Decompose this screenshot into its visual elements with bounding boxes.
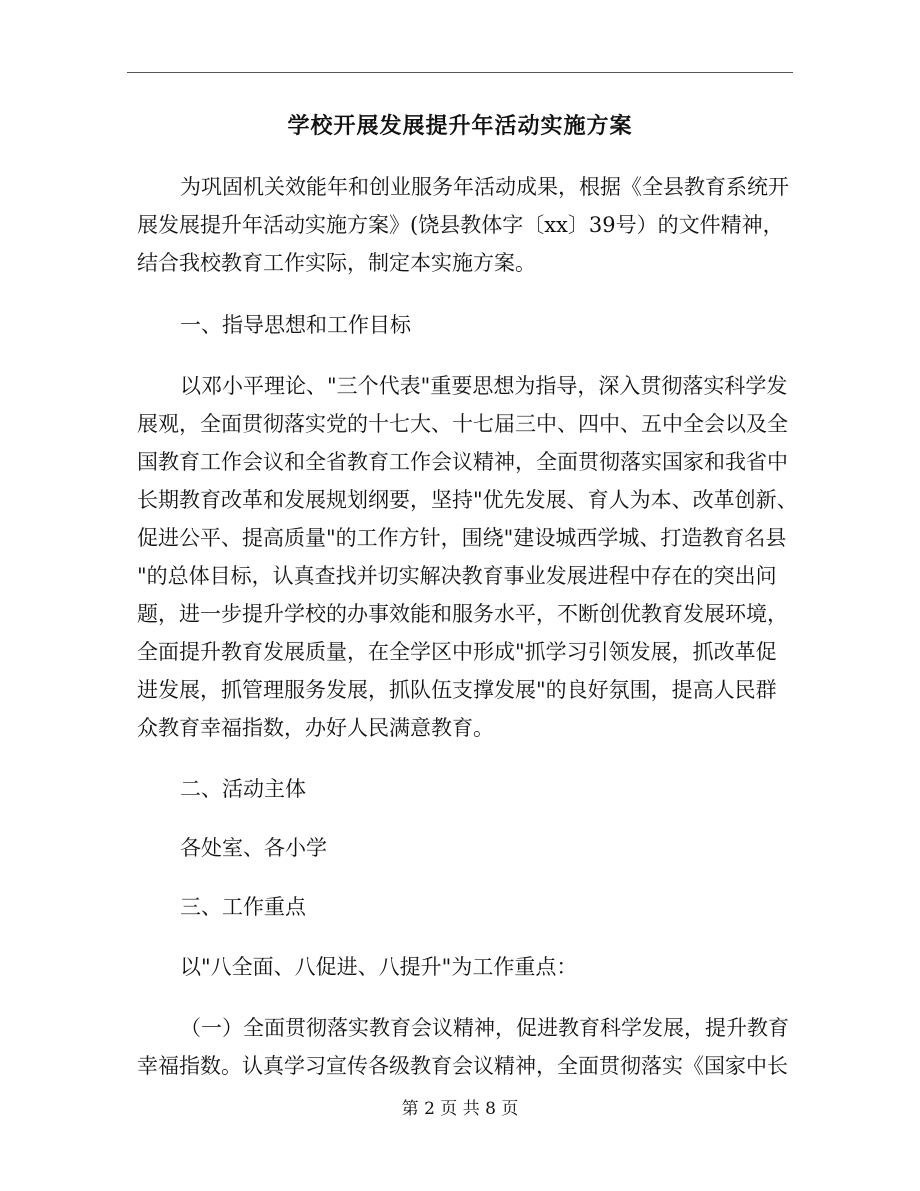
text-line: 题，进一步提升学校的办事效能和服务水平，不断创优教育发展环境， xyxy=(137,602,788,626)
text-line: "的总体目标，认真查找并切实解决教育事业发展进程中存在的突出问 xyxy=(137,564,777,588)
text-line: （一）全面贯彻落实教育会议精神，促进教育科学发展，提升教育 xyxy=(180,1016,789,1040)
text-line: 展发展提升年活动实施方案》(饶县教体字〔xx〕39号）的文件精神， xyxy=(137,213,784,237)
text-line: 促进公平、提高质量"的工作方针，围绕"建设城西学城、打造教育名县 xyxy=(137,526,787,550)
text-line: 以邓小平理论、"三个代表"重要思想为指导，深入贯彻落实科学发 xyxy=(180,374,788,398)
section-heading-2: 二、活动主体 xyxy=(180,777,306,801)
text-line: 国教育工作会议和全省教育工作会议精神，全面贯彻落实国家和我省中 xyxy=(137,450,788,474)
text-line: 全面提升教育发展质量，在全学区中形成"抓学习引领发展，抓改革促 xyxy=(137,640,777,664)
section-heading-3: 三、工作重点 xyxy=(180,895,306,919)
text-line: 以"八全面、八促进、八提升"为工作重点： xyxy=(180,955,578,979)
page-number: 第 2 页 共 8 页 xyxy=(401,1099,519,1119)
text-line: 展观，全面贯彻落实党的十七大、十七届三中、四中、五中全会以及全 xyxy=(137,412,788,436)
text-line: 众教育幸福指数，办好人民满意教育。 xyxy=(137,716,494,740)
section-heading-1: 一、指导思想和工作目标 xyxy=(180,313,411,337)
text-line: 结合我校教育工作实际，制定本实施方案。 xyxy=(137,251,536,275)
document-title: 学校开展发展提升年活动实施方案 xyxy=(287,113,633,139)
text-line: 为巩固机关效能年和创业服务年活动成果，根据《全县教育系统开 xyxy=(180,175,789,199)
text-line: 各处室、各小学 xyxy=(180,836,327,860)
text-line: 长期教育改革和发展规划纲要，坚持"优先发展、育人为本、改革创新、 xyxy=(137,488,798,512)
header-rule xyxy=(127,72,793,73)
text-line: 幸福指数。认真学习宣传各级教育会议精神，全面贯彻落实《国家中长 xyxy=(137,1054,788,1078)
text-line: 进发展，抓管理服务发展，抓队伍支撑发展"的良好氛围，提高人民群 xyxy=(137,678,777,702)
